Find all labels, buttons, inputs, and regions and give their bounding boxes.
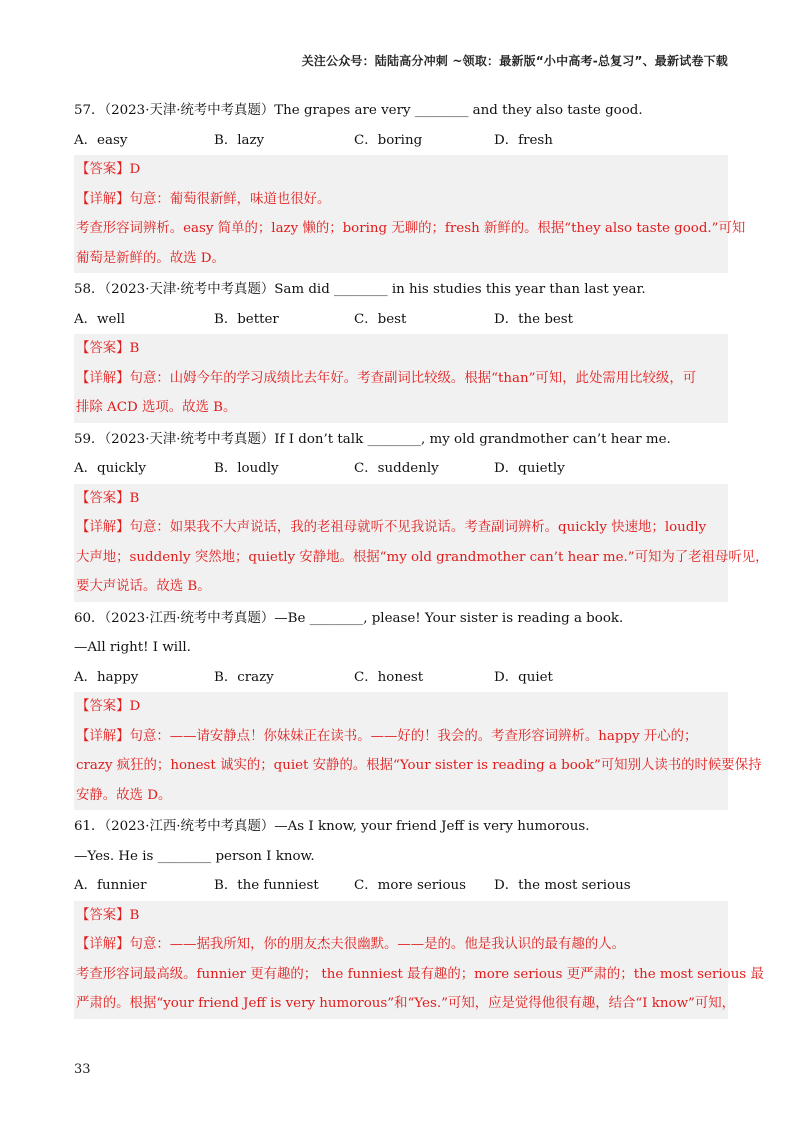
question-stem: —All right! I will. [74,640,191,655]
page-header: 关注公众号：陆陆高分冲刺 ~领取：最新版“小中高考-总复习”、最新试卷下载 [301,54,728,68]
explanation-line: 大声地；suddenly 突然地；quietly 安静地。根据“my old grandmother can’t hear me.”可知为了老祖母听见， [76,549,769,565]
explanation-line: 【详解】句意：——请安静点！你妹妹正在读书。——好的！我会的。考查形容词辨析。happy 开心的； [76,728,698,744]
answer-line: 【答案】B [76,341,140,356]
question-stem: 60．（2023·江西·统考中考真题）—Be ________, please! Your sister is reading a book. [74,610,624,626]
explanation-line: 排除 ACD 选项。故选 B。 [76,400,237,415]
options-row [74,454,728,484]
explanation-line: 考查形容词最高级。funnier 更有趣的； the funniest 最有趣的；more serious 更严肃的；the most serious 最 [76,966,764,982]
option-item: D．quietly [494,461,565,476]
question-item [74,812,764,1019]
option-item: B．better [214,311,279,327]
answer-line: 【答案】D [76,162,141,177]
options-row [74,126,728,156]
question-stem: 58．（2023·天津·统考中考真题）Sam did ________ in his studies this year than last year. [74,282,646,297]
answer-line: 【答案】B [76,907,140,923]
question-item [74,275,728,423]
options-row [74,663,728,693]
answer-line: 【答案】B [76,490,140,506]
explanation-line: 【详解】句意：——据我所知，你的朋友杰夫很幽默。——是的。他是我认识的最有趣的人。 [76,937,626,952]
option-item: A．funnier [74,878,147,893]
explanation-line: 【详解】句意：葡萄很新鲜，味道也很好。 [76,191,331,207]
answer-explanation [74,901,764,1019]
explanation-line: 【详解】句意：山姆今年的学习成绩比去年好。考查副词比较级。根据“than”可知，此处需用比较级，可 [76,370,697,386]
explanation-line: 葡萄是新鲜的。故选 D。 [76,250,225,266]
answer-explanation [74,334,728,423]
option-item: A．easy [74,132,128,148]
question-item [74,96,746,273]
options-row [74,871,728,901]
option-item: D．fresh [494,132,553,148]
options-row [74,305,728,335]
option-item: A．well [74,311,126,327]
option-item: D．quiet [494,669,553,685]
question-stem: 59．（2023·天津·统考中考真题）If I don’t talk ________, my old grandmother can’t hear me. [74,431,671,447]
question-stem: 61．（2023·江西·统考中考真题）—As I know, your friend Jeff is very humorous. [74,819,590,834]
option-item: C．more serious [354,878,467,893]
option-item: B．the funniest [214,878,319,893]
option-item: B．loudly [214,461,279,476]
explanation-line: 【详解】句意：如果我不大声说话，我的老祖母就听不见我说话。考查副词辨析。quickly 快速地；loudly [76,520,707,535]
option-item: C．suddenly [354,461,439,476]
option-item: B．lazy [214,132,265,148]
explanation-line: 严肃的。根据“your friend Jeff is very humorous”和“Yes.”可知，应是觉得他很有趣，结合“I know”可知， [76,996,736,1011]
answer-explanation [74,484,769,602]
explanation-line: 要大声说话。故选 B。 [76,579,211,594]
option-item: B．crazy [214,669,274,685]
explanation-line: 考查形容词辨析。easy 简单的；lazy 懒的；boring 无聊的；fresh 新鲜的。根据“they also taste good.”可知 [76,221,746,236]
option-item: C．honest [354,669,424,685]
page-number: 33 [74,1062,91,1077]
option-item: C．boring [354,132,423,148]
answer-explanation [74,155,746,273]
option-item: D．the best [494,311,574,327]
question-list [74,96,769,1021]
option-item: D．the most serious [494,878,631,893]
answer-explanation [74,692,762,810]
option-item: A．happy [74,669,139,685]
question-item [74,425,769,602]
option-item: A．quickly [74,461,147,476]
explanation-line: crazy 疯狂的；honest 诚实的；quiet 安静的。根据“Your sister is reading a book”可知别人读书的时候要保持 [76,758,762,773]
question-item [74,604,762,811]
explanation-line: 安静。故选 D。 [76,787,172,803]
option-item: C．best [354,311,407,327]
answer-line: 【答案】D [76,699,141,714]
question-stem: —Yes. He is ________ person I know. [74,848,315,864]
question-stem: 57．（2023·天津·统考中考真题）The grapes are very ________ and they also taste good. [74,103,643,118]
